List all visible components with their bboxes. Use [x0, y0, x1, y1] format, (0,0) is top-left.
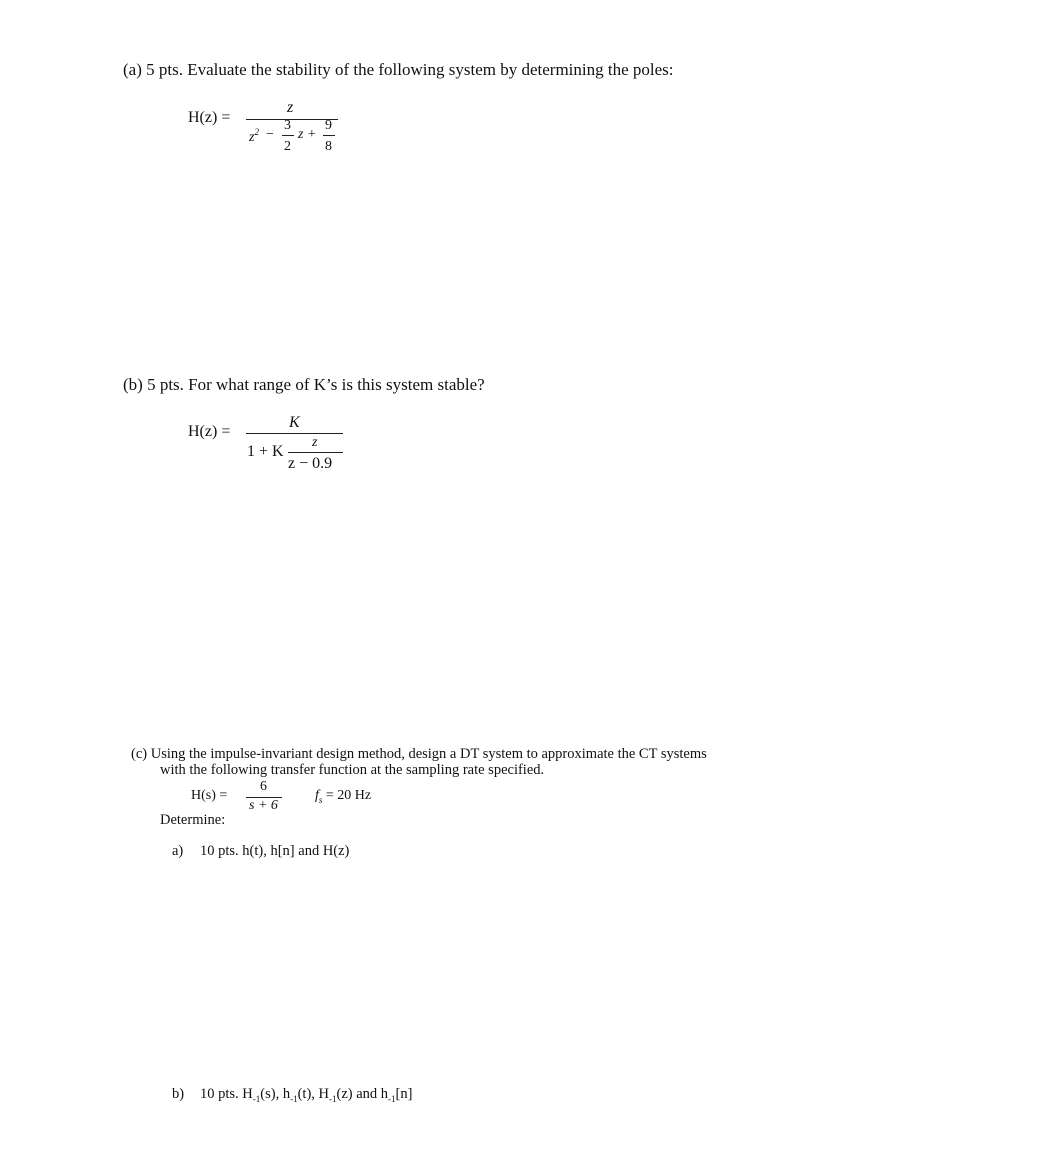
part-a-den-mid: z + [298, 127, 317, 142]
part-a-frac1-num: 3 [284, 118, 291, 133]
part-a-frac1-den: 2 [284, 139, 291, 154]
part-b-inner-den: z − 0.9 [288, 455, 333, 472]
part-a-frac1-bar [282, 135, 294, 136]
part-c-numerator: 6 [260, 779, 267, 794]
item-b-text: 10 pts. $H_{-1}(s)$, $h_{-1}(t)$, $H_{-1}(z)$ and $h_{-1}[n]$ [200, 1086, 413, 1104]
part-c-heading-line2: with the following transfer function at the sampling rate specified. [160, 762, 545, 778]
part-c-heading-line1: (c) Using the impulse-invariant design method, design a DT system to approximate the CT systems [131, 746, 707, 762]
determine-label: Determine: [160, 812, 226, 828]
part-a-frac2-bar [323, 135, 335, 136]
part-a-numerator: z [287, 99, 294, 116]
part-a-den-z: $z^2$ [249, 127, 259, 145]
part-c-sampling-rate: $f_s = 20$ Hz [315, 788, 372, 805]
part-c-lhs: H(s) = [191, 788, 228, 803]
part-b-inner-bar [288, 452, 343, 453]
part-b-inner-num: z [312, 435, 318, 450]
part-a-frac2-den: 8 [325, 139, 332, 154]
item-a-marker: a) [172, 843, 184, 859]
item-a-text: 10 pts. h(t), h[n] and H(z) [200, 843, 350, 859]
part-b-den-prefix: 1 + K [247, 443, 284, 460]
item-b-marker: b) [172, 1086, 185, 1102]
part-a-den-exponent: 2 [254, 127, 259, 137]
part-b-heading: (b) 5 pts. For what range of K’s is this system stable? [123, 375, 485, 394]
part-a-frac2-num: 9 [325, 118, 332, 133]
part-a-den-minus: − [266, 127, 274, 142]
part-a-heading: (a) 5 pts. Evaluate the stability of the following system by determining the poles: [123, 60, 674, 79]
part-c-denominator: s + 6 [249, 798, 278, 813]
part-a-lhs: H(z) = [188, 109, 231, 126]
part-b-fraction-bar [246, 433, 343, 434]
part-b-numerator: K [289, 414, 300, 431]
part-b-lhs: H(z) = [188, 423, 231, 440]
